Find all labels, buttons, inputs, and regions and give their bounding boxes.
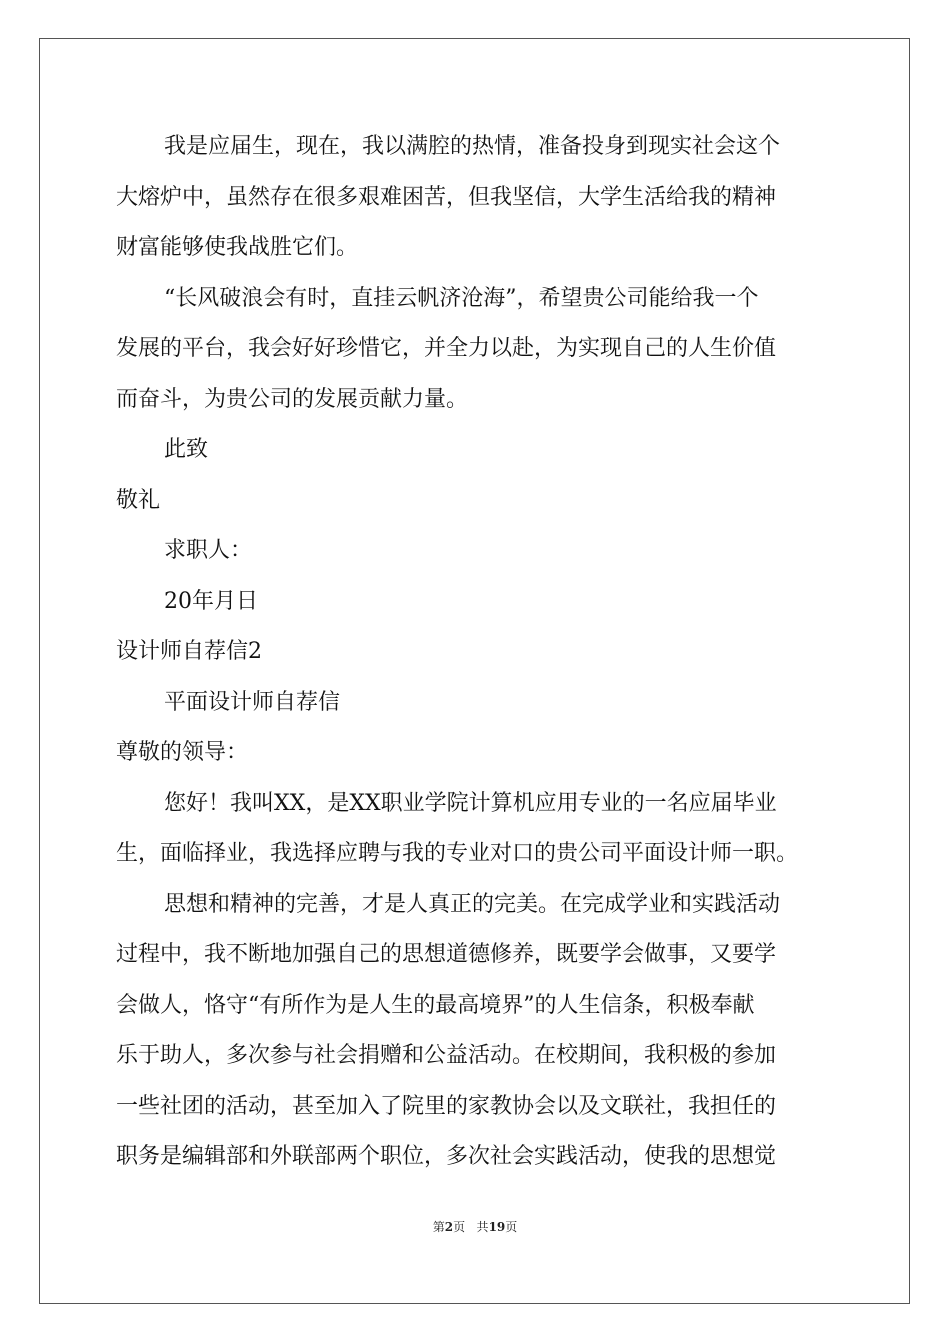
text-line: 职务是编辑部和外联部两个职位，多次社会实践活动，使我的思想觉 [116, 1144, 777, 1169]
footer-page-prefix: 第 [432, 1220, 445, 1234]
text-line: 乐于助人，多次参与社会捐赠和公益活动。在校期间，我积极的参加 [116, 1043, 777, 1068]
text-line: 设计师自荐信2 [116, 639, 262, 664]
text-line: 大熔炉中，虽然存在很多艰难困苦，但我坚信，大学生活给我的精神 [116, 184, 777, 210]
text-line: 此致 [164, 437, 209, 462]
text-line: “长风破浪会有时，直挂云帆济沧海”，希望贵公司能给我一个 [164, 285, 759, 311]
text-line: 我是应届生，现在，我以满腔的热情，准备投身到现实社会这个 [164, 134, 781, 159]
text-line: 敬礼 [116, 487, 161, 513]
page-footer [0, 1218, 950, 1235]
text-line: 平面设计师自荐信 [164, 689, 341, 715]
footer-page-number: 2 [444, 1220, 454, 1234]
document-body [116, 122, 836, 1183]
text-line: 一些社团的活动，甚至加入了院里的家教协会以及文联社，我担任的 [116, 1093, 777, 1119]
text-line: 思想和精神的完善，才是人真正的完美。在完成学业和实践活动 [164, 891, 781, 917]
text-line: 生，面临择业，我选择应聘与我的专业对口的贵公司平面设计师一职。 [116, 841, 799, 866]
text-line: 财富能够使我战胜它们。 [116, 235, 359, 260]
footer-page-suffix: 页 [453, 1220, 466, 1234]
text-line: 求职人： [164, 538, 253, 563]
footer-total-suffix: 页 [505, 1220, 518, 1234]
text-line: 尊敬的领导： [116, 740, 249, 765]
text-line: 过程中，我不断地加强自己的思想道德修养，既要学会做事，又要学 [116, 942, 777, 967]
text-line: 20年月日 [164, 588, 258, 614]
text-line: 而奋斗，为贵公司的发展贡献力量。 [116, 386, 469, 412]
footer-total-pages: 19 [488, 1220, 506, 1234]
text-line: 您好！我叫XX，是XX职业学院计算机应用专业的一名应届毕业 [164, 790, 777, 816]
footer-total-prefix: 共 [476, 1220, 489, 1234]
text-line: 发展的平台，我会好好珍惜它，并全力以赴，为实现自己的人生价值 [116, 336, 777, 361]
text-line: 会做人，恪守“有所作为是人生的最高境界”的人生信条，积极奉献 [116, 992, 755, 1018]
